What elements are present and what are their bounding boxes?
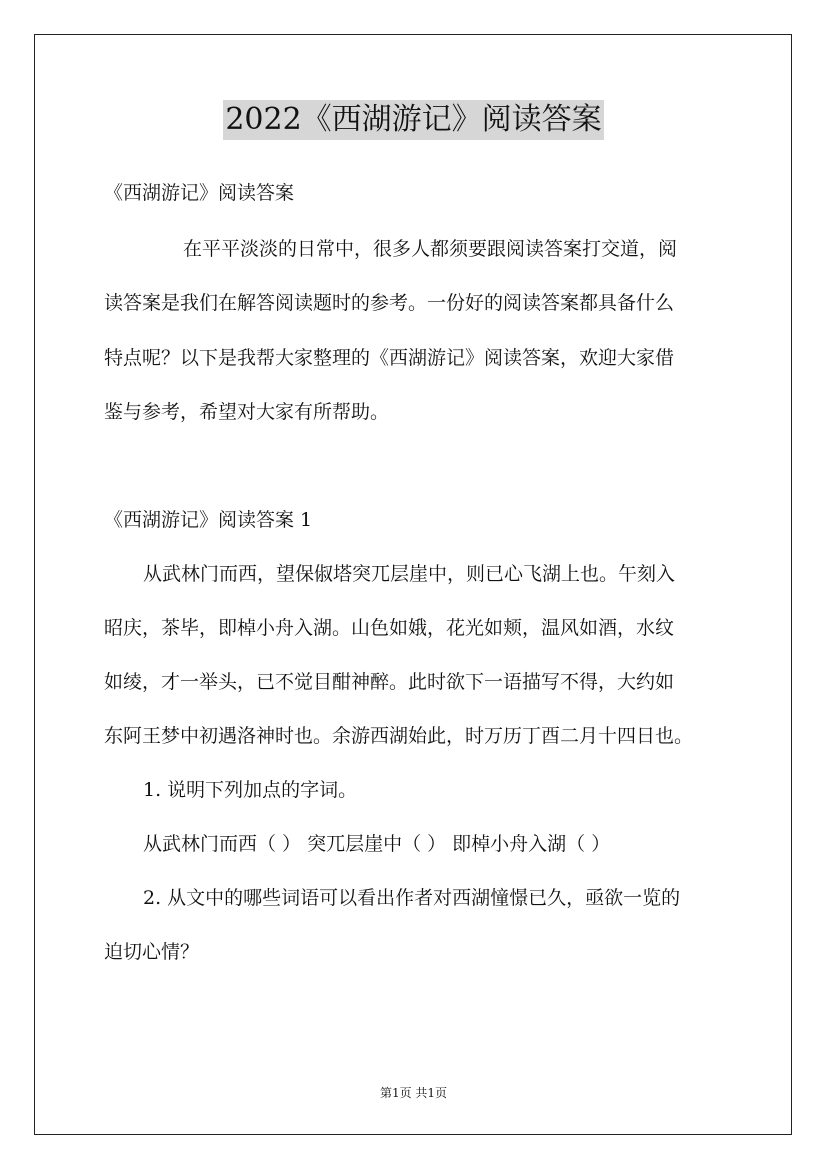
document-title: 2022《西湖游记》阅读答案 xyxy=(223,100,603,140)
intro-line: 鉴与参考，希望对大家有所帮助。 xyxy=(104,401,390,423)
passage-line: 如绫，才一举头，已不觉目酣神醉。此时欲下一语描写不得，大约如 xyxy=(104,671,675,693)
subtitle: 《西湖游记》阅读答案 xyxy=(104,182,295,204)
question-2-line: 2. 从文中的哪些词语可以看出作者对西湖憧憬已久，亟欲一览的 xyxy=(143,887,681,909)
section-heading: 《西湖游记》阅读答案 1 xyxy=(104,509,313,531)
intro-line: 特点呢？以下是我帮大家整理的《西湖游记》阅读答案，欢迎大家借 xyxy=(104,347,675,369)
question-1-items: 从武林门而西（ ） 突兀层崖中（ ） 即棹小舟入湖（ ） xyxy=(143,833,611,855)
passage-line: 东阿王梦中初遇洛神时也。余游西湖始此，时万历丁酉二月十四日也。 xyxy=(104,725,694,747)
title-block xyxy=(0,100,827,140)
passage-line: 从武林门而西，望保俶塔突兀层崖中，则已心飞湖上也。午刻入 xyxy=(143,563,676,585)
question-2-line: 迫切心情？ xyxy=(104,941,200,963)
passage-line: 昭庆，茶毕，即棹小舟入湖。山色如娥，花光如颊，温风如酒，水纹 xyxy=(104,617,675,639)
intro-line: 读答案是我们在解答阅读题时的参考。一份好的阅读答案都具备什么 xyxy=(104,292,675,314)
page-footer: 第1页 共1页 xyxy=(379,1086,448,1100)
intro-line: 在平平淡淡的日常中，很多人都须要跟阅读答案打交道，阅 xyxy=(183,238,678,260)
question-1: 1. 说明下列加点的字词。 xyxy=(143,779,358,801)
